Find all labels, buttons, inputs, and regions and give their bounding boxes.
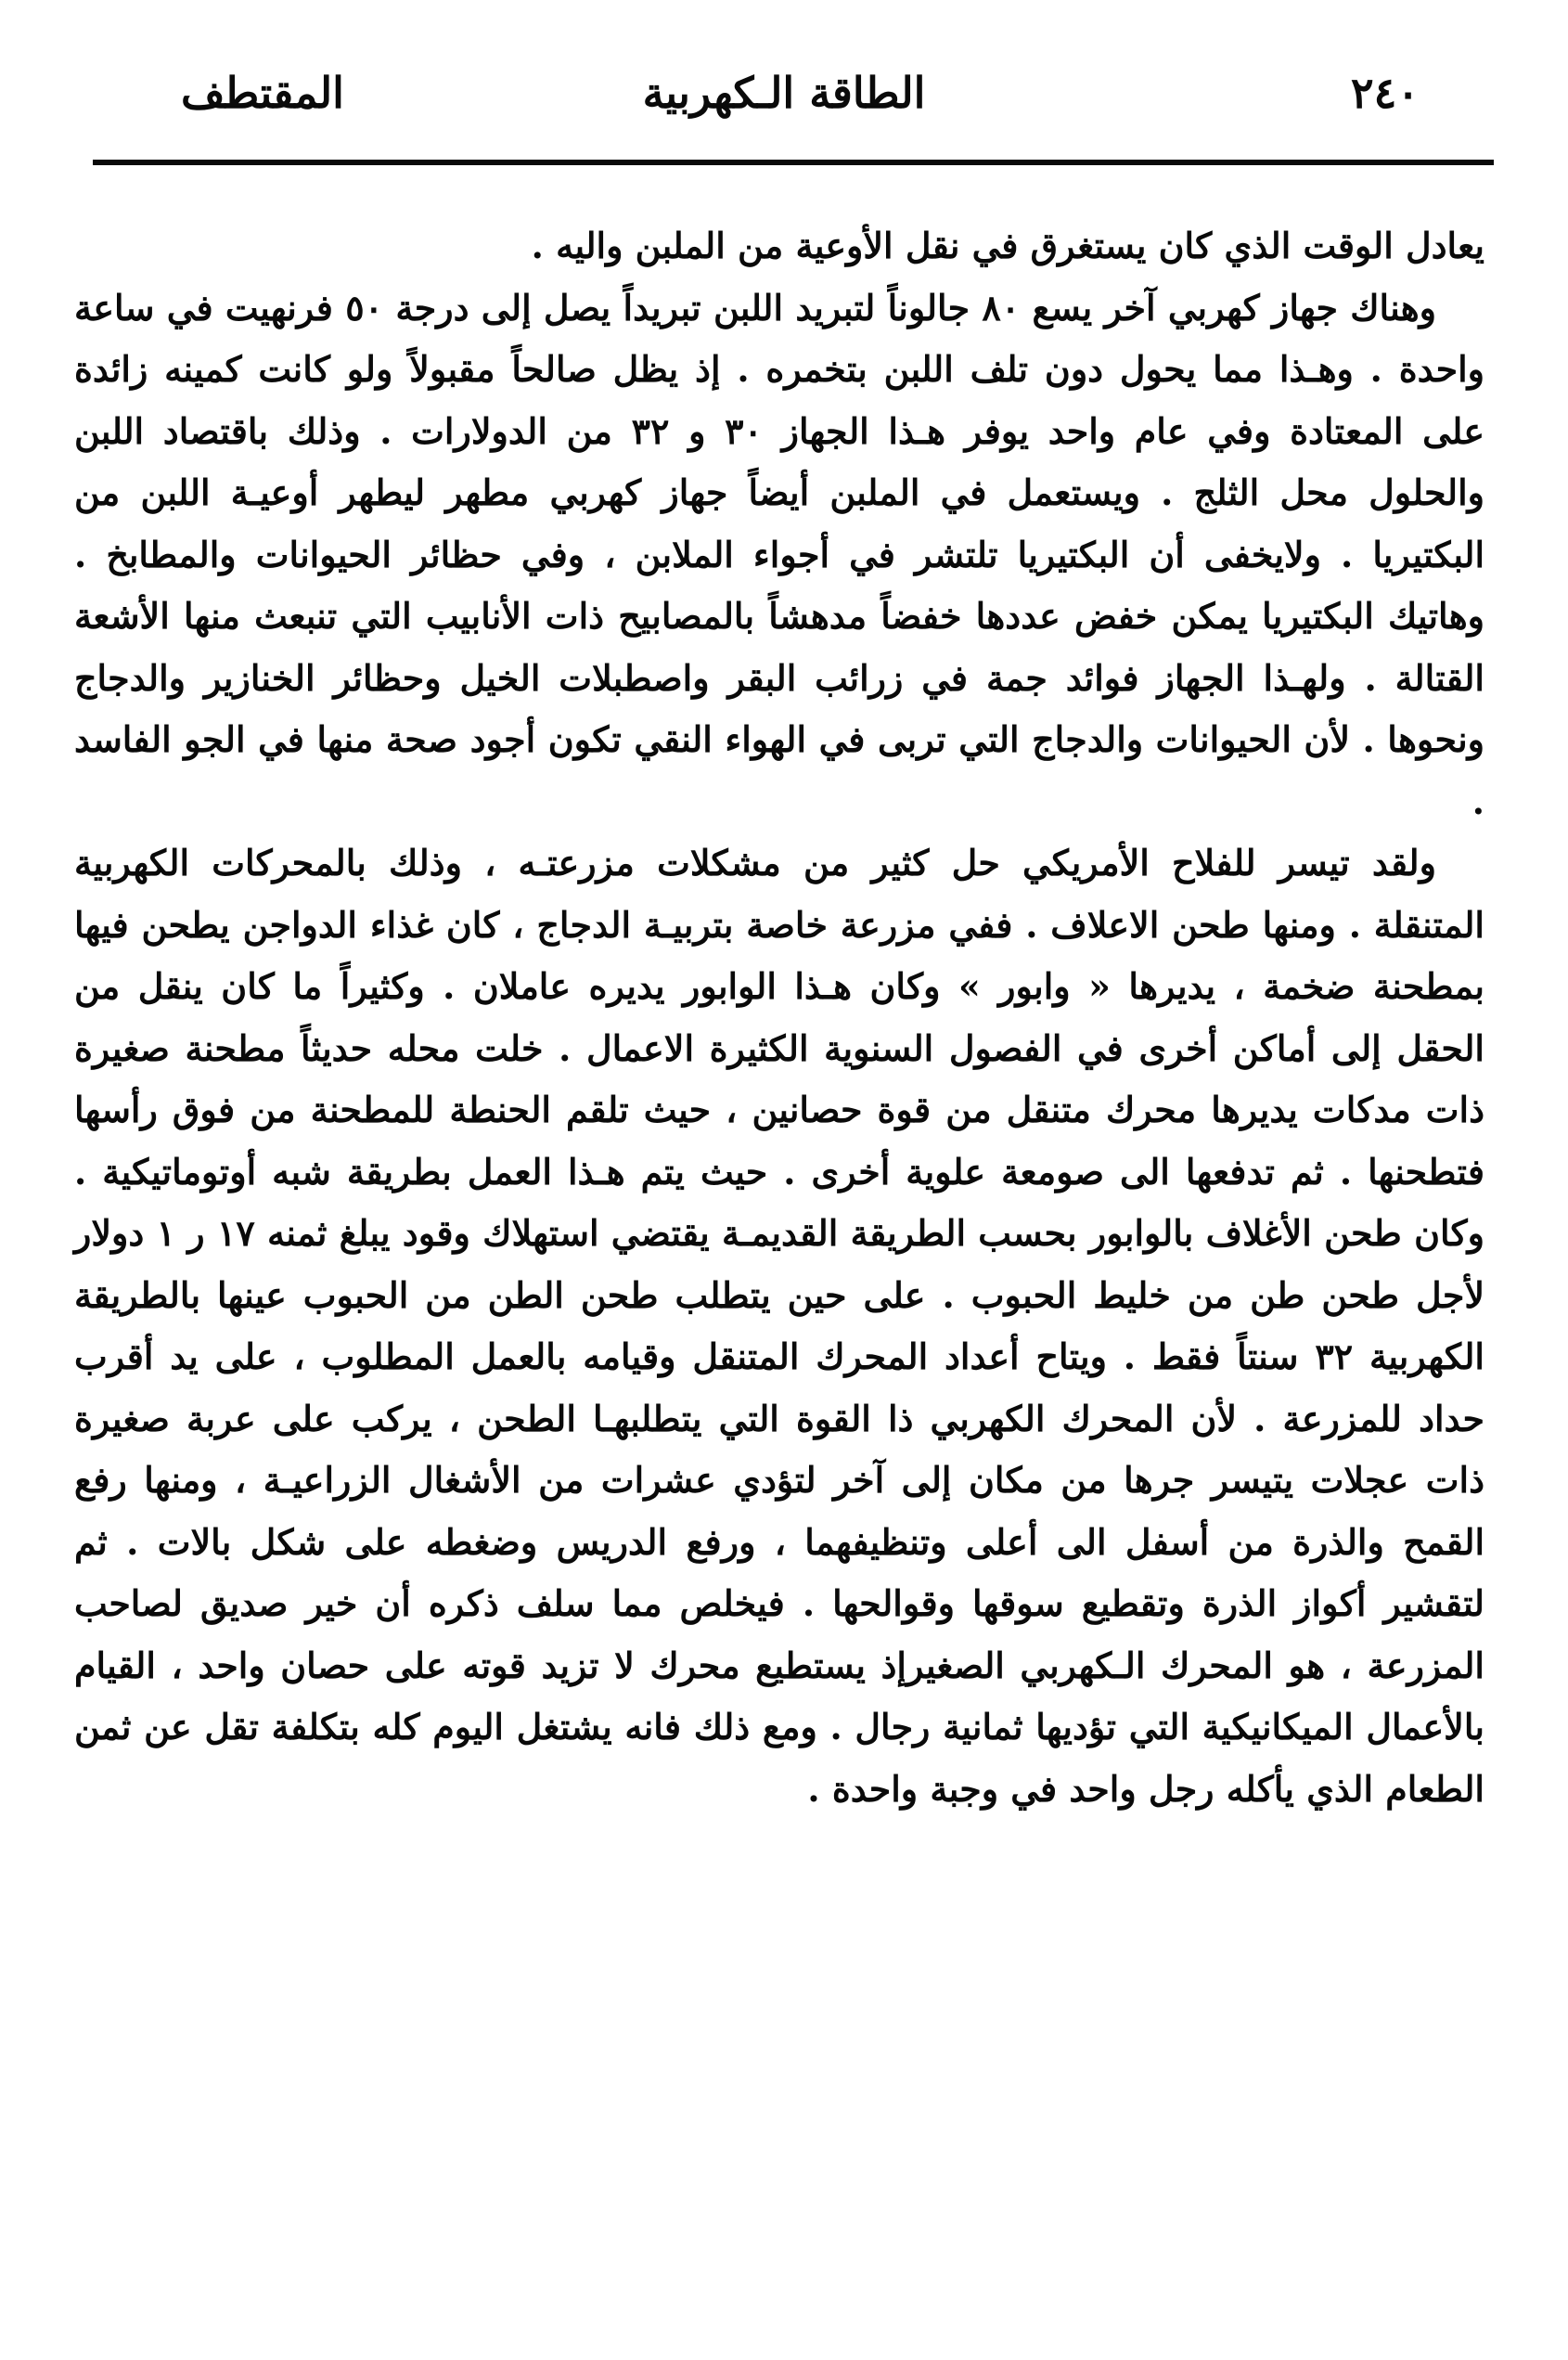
journal-name: المقتطف: [181, 68, 344, 118]
header-rule: [93, 160, 1494, 165]
running-header: [93, 51, 1475, 135]
paragraph: يعادل الوقت الذي كان يستغرق في نقل الأوعية من الملبن واليه .: [531, 225, 1484, 266]
article-body: [74, 215, 1484, 1820]
paragraph: وهناك جهاز كهربي آخر يسع ٨٠ جالوناً لتبريد اللبن تبريداً يصل إلى درجة ٥٠ فرنهيت في ساعة واحدة . وهـذا مما يحول دون تلف اللبن بتخمره . إذ يظل صالحاً مقبولاً ولو كانت كمينه زائدة على المعتادة وفي عام واحد يوفر هـذا الجهاز ٣٠ و ٣٢ من الدولارات . وذلك باقتصاد اللبن والحلول محل الثلج . ويستعمل في الملبن أيضاً جهاز كهربي مطهر ليطهر أوعيـة اللبن من البكتيريا . ولايخفى أن البكتيريا تلتشر في أجواء الملابن ، وفي حظائر الحيوانات والمطابخ . وهاتيك البكتيريا يمكن خفض عددها خفضاً مدهشاً بالمصابيح ذات الأنابيب التي تنبعث منها الأشعة القتالة . ولهـذا الجهاز فوائد جمة في زرائب البقر واصطبلات الخيل وحظائر الخنازير والدجاج ونحوها . لأن الحيوانات والدجاج التي تربى في الهواء النقي تكون أجود صحة منها في الجو الفاسد .: [74, 286, 1485, 822]
running-title: الطاقة الـكهربية: [642, 68, 926, 118]
page-number: ٢٤٠: [1350, 68, 1420, 118]
paragraph: ولقد تيسر للفلاح الأمريكي حل كثير من مشكلات مزرعتـه ، وذلك بالمحركات الكهربية المتنقلة . ومنها طحن الاعلاف . ففي مزرعة خاصة بتربيـة الدجاج ، كان غذاء الدواجن يطحن فيها بمطحنة ضخمة ، يديرها « وابور » وكان هـذا الوابور يديره عاملان . وكثيراً ما كان ينقل من الحقل إلى أماكن أخرى في الفصول السنوية الكثيرة الاعمال . خلت محله حديثاً مطحنة صغيرة ذات مدكات يديرها محرك متنقل من قوة حصانين ، حيث تلقم الحنطة للمطحنة من فوق رأسها فتطحنها . ثم تدفعها الى صومعة علوية أخرى . حيث يتم هـذا العمل بطريقة شبه أوتوماتيكية . وكان طحن الأغلاف بالوابور بحسب الطريقة القديمـة يقتضي استهلاك وقود يبلغ ثمنه ١٧ ر ١ دولار لأجل طحن طن من خليط الحبوب . على حين يتطلب طحن الطن من الحبوب عينها بالطريقة الكهربية ٣٢ سنتاً فقط . ويتاح أعداد المحرك المتنقل وقيامه بالعمل المطلوب ، على يد أقرب حداد للمزرعة . لأن المحرك الكهربي ذا القوة التي يتطلبهـا الطحن ، يركب على عربة صغيرة ذات عجلات يتيسر جرها من مكان إلى آخر لتؤدي عشرات من الأشغال الزراعيـة ، ومنها رفع القمح والذرة من أسفل الى أعلى وتنظيفهما ، ورفع الدريس وضغطه على شكل بالات . ثم لتقشير أكواز الذرة وتقطيع سوقها وقوالحها . فيخلص مما سلف ذكره أن خير صديق لصاحب المزرعة ، هو المحرك الـكهربي الصغيرإذ يستطيع محرك لا تزيد قوته على حصان واحد ، القيام بالأعمال الميكانيكية التي تؤديها ثمانية رجال . ومع ذلك فانه يشتغل اليوم كله بتكلفة تقل عن ثمن الطعام الذي يأكله رجل واحد في وجبة واحدة .: [74, 842, 1485, 1810]
